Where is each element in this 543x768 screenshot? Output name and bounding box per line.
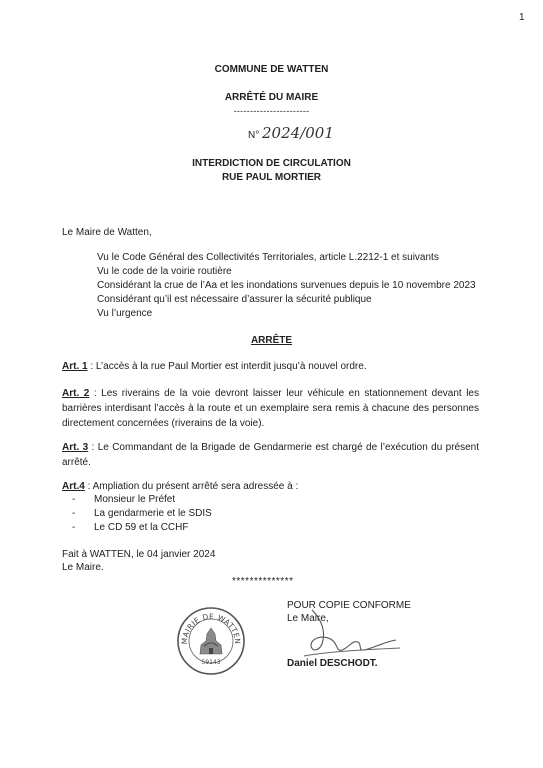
article-2 — [62, 386, 479, 431]
asterisk-separator: ************** — [232, 576, 294, 587]
recipient-label: La gendarmerie et le SDIS — [94, 508, 212, 519]
article-label: Art. 1 — [62, 361, 88, 372]
number-prefix: N° — [248, 130, 260, 141]
recipient-label: Monsieur le Préfet — [94, 494, 176, 505]
page-number: 1 — [519, 12, 525, 23]
article-label: Art. 2 — [62, 388, 90, 399]
vu-item: Considérant la crue de l’Aa et les inondations survenues depuis le 10 novembre 2023 — [97, 280, 476, 291]
article-label: Art. 3 — [62, 442, 89, 453]
signature-role: Le Maire, — [287, 613, 329, 624]
article-label: Art.4 — [62, 481, 85, 492]
article-4 — [62, 479, 479, 494]
vu-item: Considérant qu’il est nécessaire d’assurer la sécurité publique — [97, 294, 372, 305]
article-text: : L’accès à la rue Paul Mortier est interdit jusqu’à nouvel ordre. — [87, 361, 367, 372]
vu-item: Vu le code de la voirie routière — [97, 266, 232, 277]
article-3 — [62, 440, 479, 470]
subject-line-2: RUE PAUL MORTIER — [221, 172, 322, 183]
number-handwritten: 2024/001 — [262, 124, 334, 142]
article-text: : Le Commandant de la Brigade de Gendarmerie est chargé de l’exécution du présent arrêté. — [62, 442, 480, 468]
vu-item: Vu le Code Général des Collectivités Territoriales, article L.2212-1 et suivants — [97, 252, 439, 263]
commune-heading: COMMUNE DE WATTEN — [214, 64, 329, 75]
signatory-name: Daniel DESCHODT. — [287, 658, 378, 669]
article-1 — [62, 359, 479, 374]
mairie-stamp — [176, 606, 246, 676]
handwritten-signature — [296, 606, 408, 666]
article-text: : Les riverains de la voie devront laisser leur véhicule en stationnement devant les barrières interdisant l’accès à la route et un exemplaire sera remis à chacune des personnes directement concernées (riverains de la voie). — [62, 388, 479, 429]
arrete-heading: ARRÊTE — [250, 335, 293, 346]
article-text: : Ampliation du présent arrêté sera adressée à : — [84, 481, 299, 492]
subject-line-1: INTERDICTION DE CIRCULATION — [192, 158, 351, 169]
opening-line: Le Maire de Watten, — [62, 227, 152, 238]
copy-mention: POUR COPIE CONFORME — [287, 600, 411, 611]
place-date: Fait à WATTEN, le 04 janvier 2024 — [62, 549, 216, 560]
recipient-label: Le CD 59 et la CCHF — [94, 522, 189, 533]
stamp-top-text: MAIRIE DE WATTEN — [179, 611, 243, 645]
signatory-role: Le Maire. — [62, 562, 104, 573]
recipient-item: - Le CD 59 et la CCHF — [72, 522, 189, 533]
stamp-postcode: 59143 — [201, 659, 221, 666]
arrete-title: ARRÊTÉ DU MAIRE — [224, 92, 319, 103]
recipient-item: - Monsieur le Préfet — [72, 494, 176, 505]
arrete-number — [248, 124, 334, 142]
title-separator: ----------------------- — [233, 106, 310, 116]
recipient-item: - La gendarmerie et le SDIS — [72, 508, 212, 519]
vu-item: Vu l’urgence — [97, 308, 153, 319]
